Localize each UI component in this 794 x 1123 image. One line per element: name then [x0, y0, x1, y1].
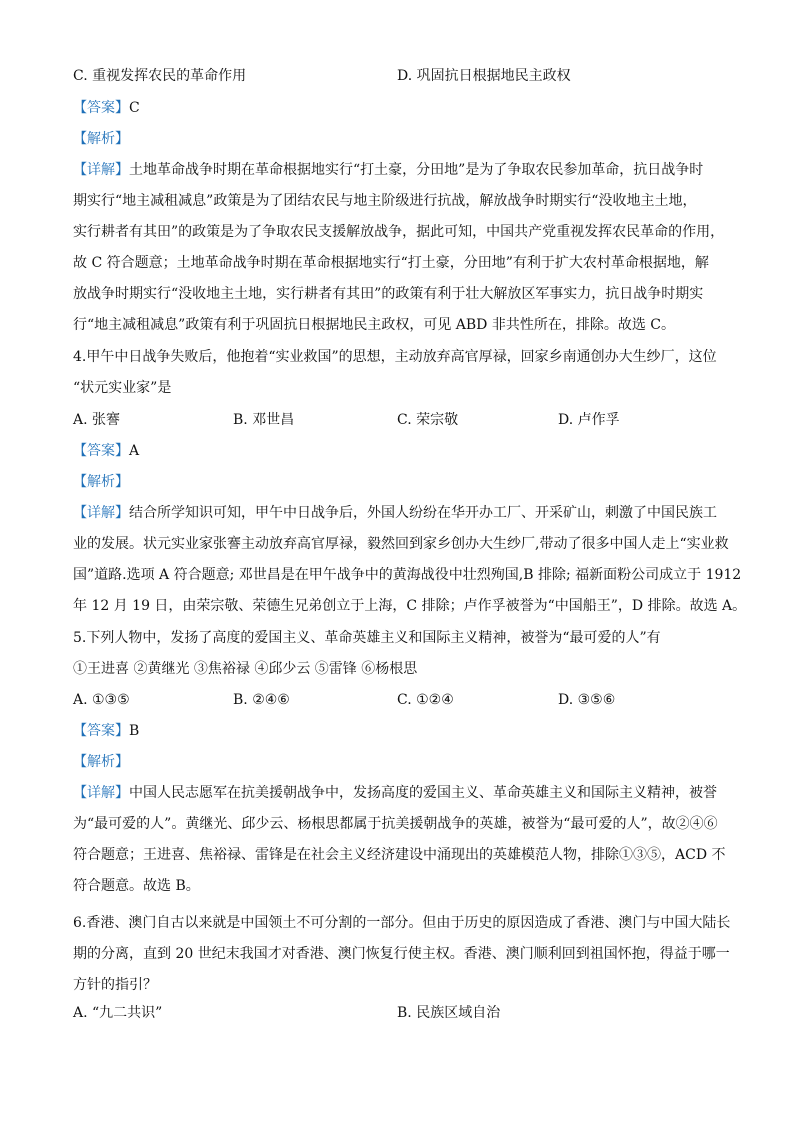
- detail-line: 行“地主减租减息”政策有利于巩固抗日根据地民主政权，可见 ABD 非共性所在，排除。故选 C。: [73, 317, 675, 333]
- q3-answer-line: [73, 98, 723, 118]
- detail-line: 【详解】中国人民志愿军在抗美援朝战争中，发扬高度的爱国主义、革命英雄主义和国际主义精神，被誉: [73, 785, 717, 801]
- q5-stem: 5.下列人物中，发扬了高度的爱国主义、革命英雄主义和国际主义精神，被誉为“最可爱的人”有: [73, 630, 661, 646]
- stem-line: 4.甲午中日战争失败后，他抱着“实业救国”的思想，主动放弃高官厚禄，回家乡南通创办大生纱厂，这位: [73, 349, 717, 365]
- q4-detail: [73, 498, 747, 622]
- answer-tag: 【答案】: [73, 100, 129, 116]
- detail-line: 国”道路.选项 A 符合题意; 邓世昌是在甲午战争中的黄海战役中壮烈殉国,B 排除; 福新面粉公司成立于 1912: [73, 567, 742, 583]
- stem-line: “状元实业家”是: [73, 380, 172, 396]
- q5-option-b: B. ②④⑥: [233, 692, 290, 708]
- answer-tag: 【答案】: [73, 723, 129, 739]
- detail-tag: 【详解】: [73, 505, 129, 521]
- q5-option-a: A. ①③⑤: [73, 692, 130, 708]
- detail-tag: 【详解】: [73, 785, 129, 801]
- q4-analysis-label: [73, 472, 723, 492]
- q4-stem: [73, 342, 723, 404]
- answer-value: A: [129, 443, 140, 459]
- analysis-tag: 【解析】: [73, 474, 129, 490]
- detail-line: 【详解】土地革命战争时期在革命根据地实行“打土豪，分田地”是为了争取农民参加革命，抗日战争时: [73, 162, 704, 178]
- q6-stem: [73, 908, 731, 1001]
- q4-answer-line: [73, 441, 723, 461]
- stem-line: 期的分离，直到 20 世纪末我国才对香港、澳门恢复行使主权。香港、澳门顺利回到祖国怀抱，得益于哪一: [73, 946, 730, 962]
- detail-line: 放战争时期实行“没收地主土地，实行耕者有其田”的政策有利于壮大解放区军事实力，抗日战争时期实: [73, 286, 704, 302]
- answer-value: C: [129, 100, 140, 116]
- detail-tag: 【详解】: [73, 162, 129, 178]
- stem-line: 6.香港、澳门自古以来就是中国领土不可分割的一部分。但由于历史的原因造成了香港、澳门与中国大陆长: [73, 915, 731, 931]
- detail-line: 业的发展。状元实业家张謇主动放弃高官厚禄，毅然回到家乡创办大生纱厂,带动了很多中国人走上“实业救: [73, 536, 729, 552]
- q5-option-c: C. ①②④: [397, 692, 454, 708]
- detail-line: 期实行“地主减租减息”政策是为了团结农民与地主阶级进行抗战，解放战争时期实行“没收地主土地，: [73, 193, 697, 209]
- q4-option-b: B. 邓世昌: [233, 412, 295, 428]
- q5-detail: [73, 778, 726, 902]
- detail-line: 故 C 符合题意；土地革命战争时期在革命根据地实行“打土豪，分田地”有利于扩大农村革命根据地，解: [73, 255, 709, 271]
- detail-line: 为“最可爱的人”。黄继光、邱少云、杨根思都属于抗美援朝战争的英雄，被誉为“最可爱的人”，故②④⑥: [73, 816, 718, 832]
- q5-analysis-label: [73, 752, 723, 772]
- detail-line: 实行耕者有其田”的政策是为了争取农民支援解放战争，据此可知，中国共产党重视发挥农民革命的作用，: [73, 224, 725, 240]
- answer-tag: 【答案】: [73, 443, 129, 459]
- q3-analysis-label: [73, 129, 723, 149]
- detail-line: 年 12 月 19 日，由荣宗敬、荣德生兄弟创立于上海，C 排除；卢作孚被誉为“中国船王”，D 排除。故选 A。: [73, 598, 747, 614]
- q3-detail: [73, 155, 723, 341]
- q3-option-c: C. 重视发挥农民的革命作用: [73, 68, 247, 84]
- detail-line: 符合题意；王进喜、焦裕禄、雷锋是在社会主义经济建设中涌现出的英雄模范人物，排除①③⑤，ACD 不: [73, 847, 726, 863]
- q4-option-c: C. 荣宗敬: [397, 412, 459, 428]
- detail-line: 符合题意。故选 B。: [73, 878, 200, 894]
- answer-value: B: [129, 723, 140, 739]
- q4-option-a: A. 张謇: [73, 412, 121, 428]
- q5-answer-line: [73, 721, 723, 741]
- detail-line: 【详解】结合所学知识可知，甲午中日战争后，外国人纷纷在华开办工厂、开采矿山，刺激了中国民族工: [73, 505, 717, 521]
- q6-option-b: B. 民族区域自治: [397, 1005, 501, 1021]
- analysis-tag: 【解析】: [73, 754, 129, 770]
- q5-items: ①王进喜 ②黄继光 ③焦裕禄 ④邱少云 ⑤雷锋 ⑥杨根思: [73, 661, 418, 677]
- stem-line: 方针的指引？: [73, 977, 157, 993]
- q6-option-a: A. “九二共识”: [73, 1005, 163, 1021]
- q3-option-d: D. 巩固抗日根据地民主政权: [397, 68, 571, 84]
- analysis-tag: 【解析】: [73, 131, 129, 147]
- q4-option-d: D. 卢作孚: [558, 412, 620, 428]
- q5-option-d: D. ③⑤⑥: [558, 692, 616, 708]
